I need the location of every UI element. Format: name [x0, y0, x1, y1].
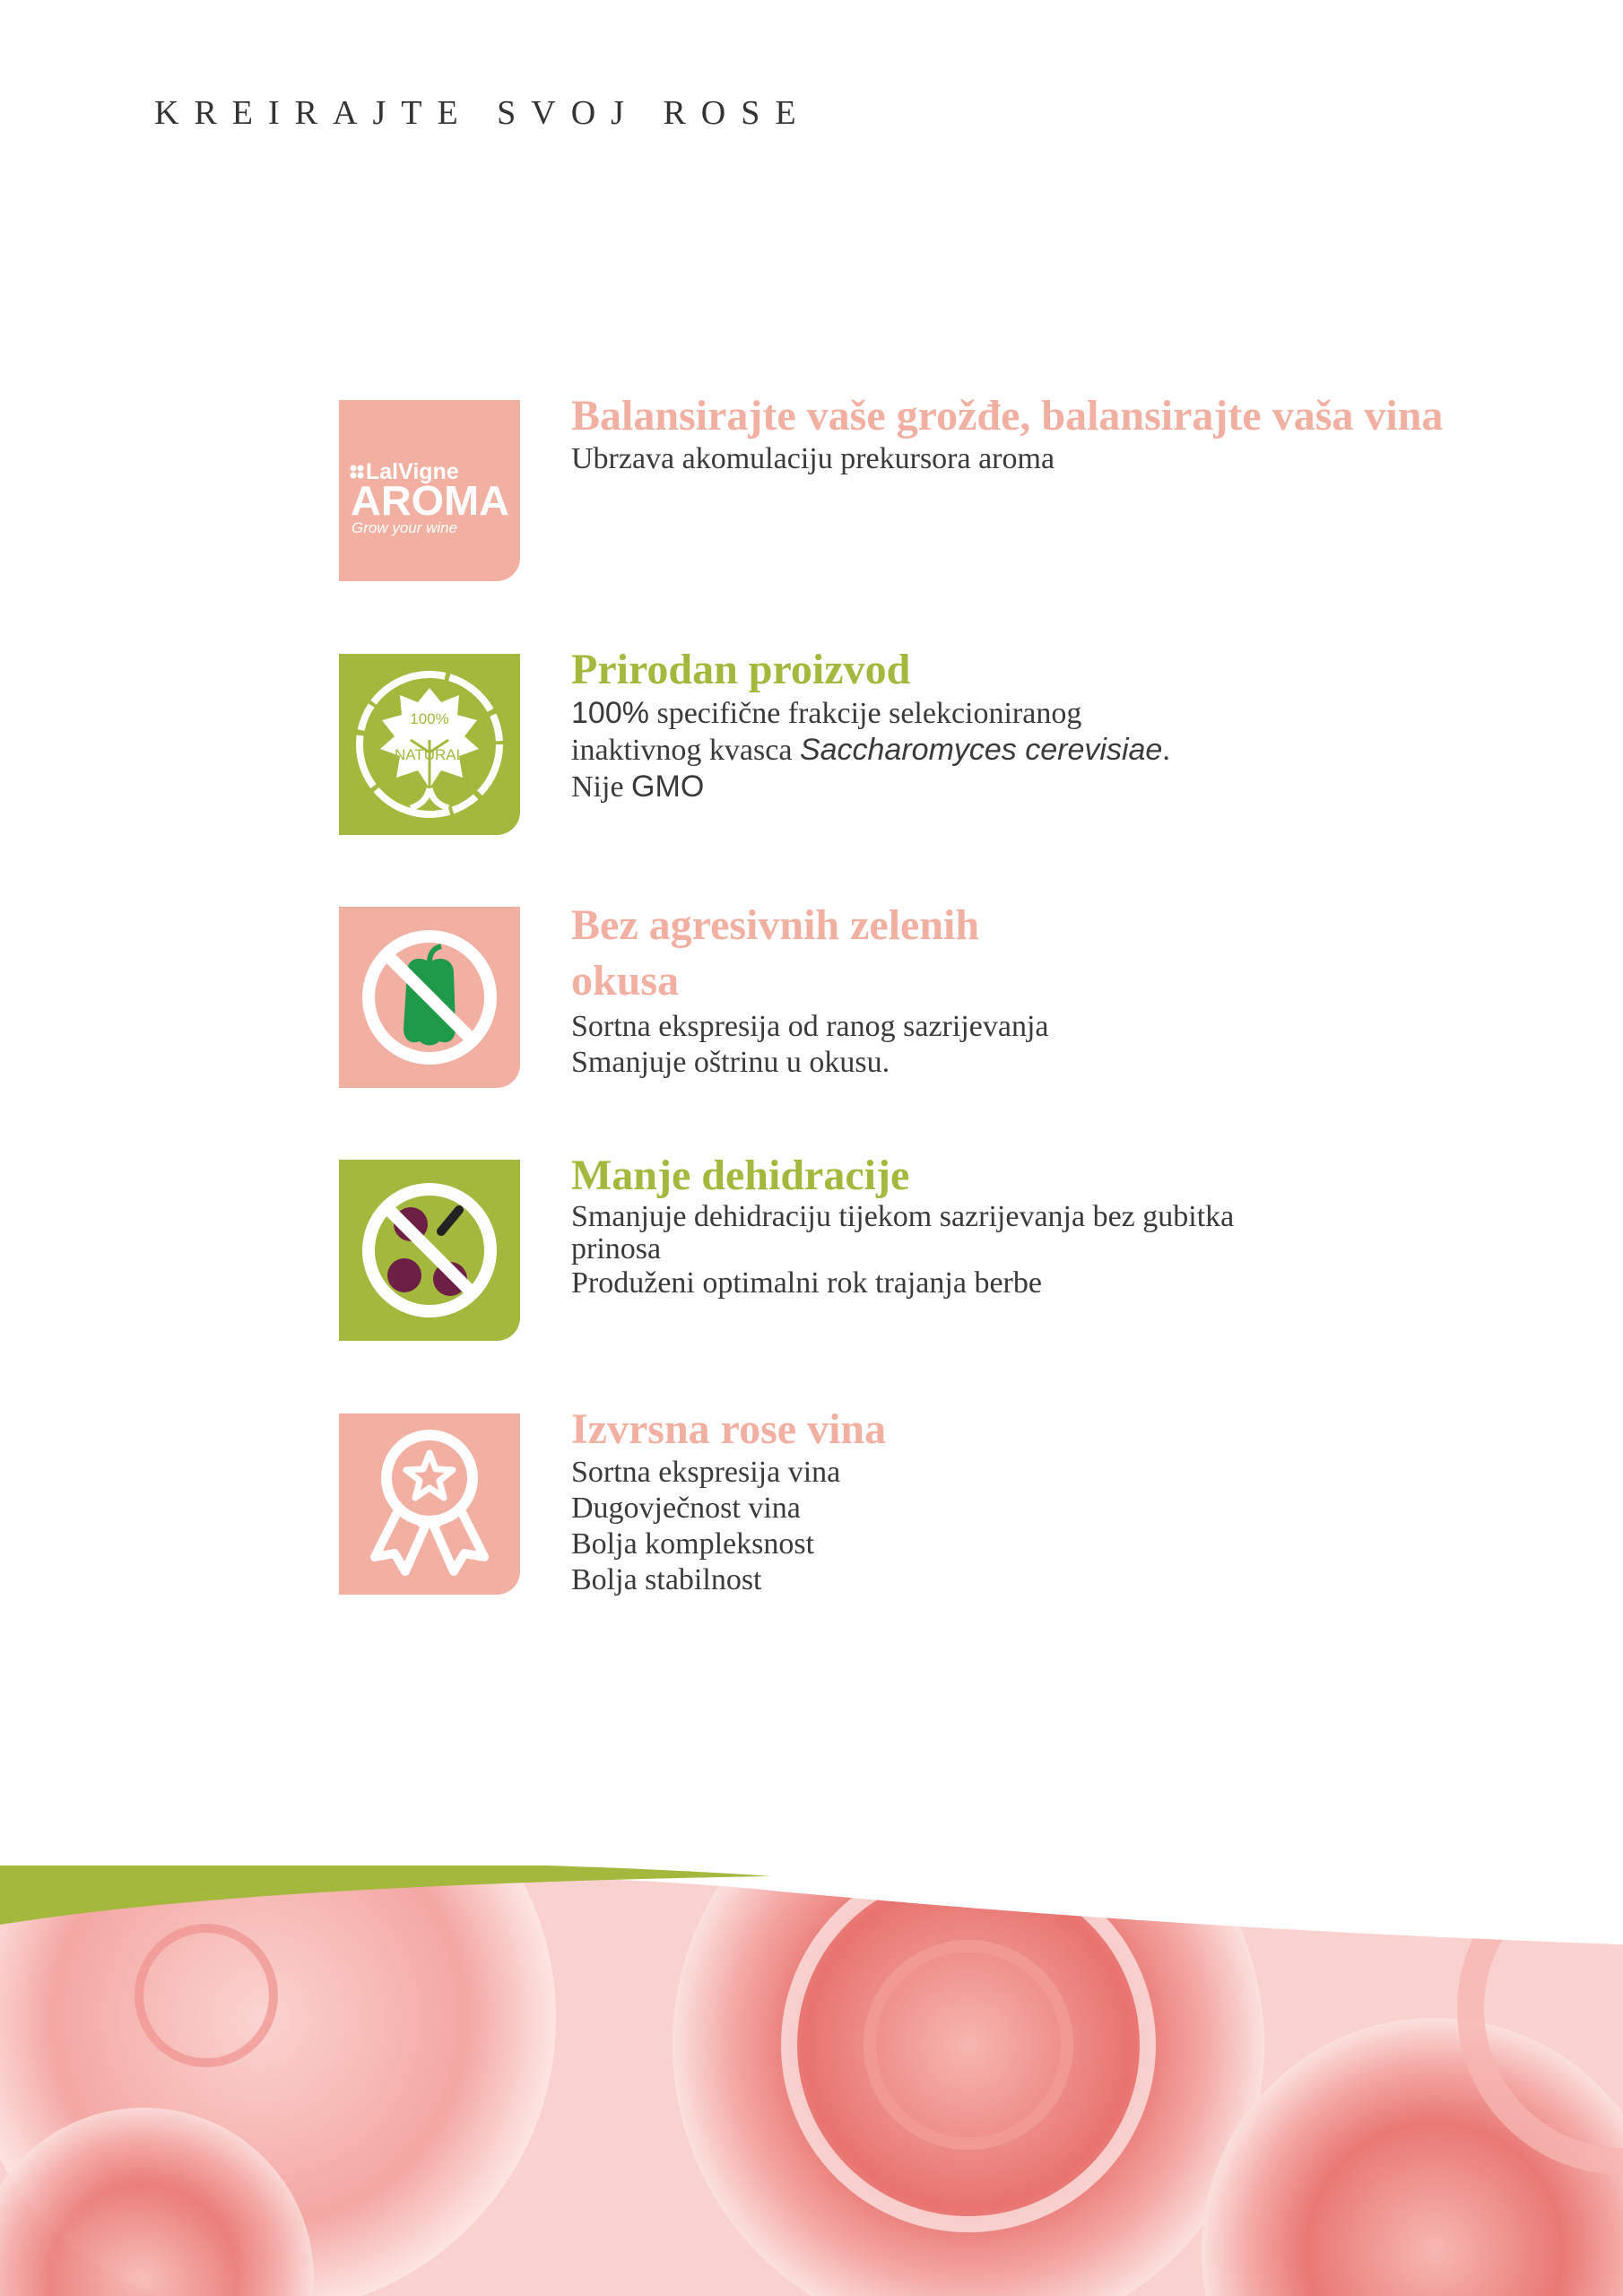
- brand-text: LalVigne: [366, 459, 459, 484]
- feature-line: Bolja kompleksnost: [571, 1527, 815, 1561]
- no-dehydration-grapes-icon: [339, 1160, 520, 1341]
- natural-text: NATURAL: [394, 746, 465, 763]
- rose-wine-glasses-image: [0, 1866, 1623, 2296]
- feature-title: Prirodan proizvod: [571, 646, 911, 693]
- feature-line: Bolja stabilnost: [571, 1563, 762, 1596]
- product-text: AROMA: [351, 477, 509, 524]
- feature-line: Smanjuje dehidraciju tijekom sazrijevanja bez gubitka prinosa: [571, 1200, 1235, 1265]
- feature-line: Ubrzava akomulaciju prekursora aroma: [571, 442, 1055, 475]
- percent-text: 100%: [410, 710, 449, 727]
- feature-line: Smanjuje oštrinu u okusu.: [571, 1046, 890, 1079]
- feature-natural: [339, 646, 1415, 837]
- natural-leaf-icon: [339, 654, 520, 835]
- feature-balance: [339, 392, 1444, 583]
- feature-no-green: [339, 901, 1415, 1090]
- feature-line: Sortna ekspresija vina: [571, 1456, 841, 1489]
- feature-rose: [339, 1405, 1415, 1596]
- feature-title: Izvrsna rose vina: [571, 1405, 887, 1453]
- no-green-pepper-icon: [339, 907, 520, 1088]
- feature-line: Sortna ekspresija od ranog sazrijevanja: [571, 1010, 1049, 1043]
- page-header-title: KREIRAJTE SVOJ ROSE: [154, 94, 812, 132]
- lalvigne-aroma-logo-icon: [339, 400, 520, 581]
- tagline-text: Grow your wine: [352, 519, 458, 536]
- feature-line: Produženi optimalni rok trajanja berbe: [571, 1266, 1042, 1300]
- feature-dehydration: [339, 1152, 1415, 1343]
- award-ribbon-icon: [339, 1413, 520, 1595]
- feature-title: Manje dehidracije: [571, 1152, 910, 1199]
- feature-line: Dugovječnost vina: [571, 1492, 801, 1525]
- feature-body: 100% specifične frakcije selekcioniranog inaktivnog kvasca Saccharomyces cerevisiae. Nije GMO: [571, 696, 1170, 804]
- feature-title: Bez agresivnih zelenih okusa: [571, 901, 980, 1004]
- feature-title: Balansirajte vaše grožđe, balansirajte vaša vina: [571, 392, 1444, 439]
